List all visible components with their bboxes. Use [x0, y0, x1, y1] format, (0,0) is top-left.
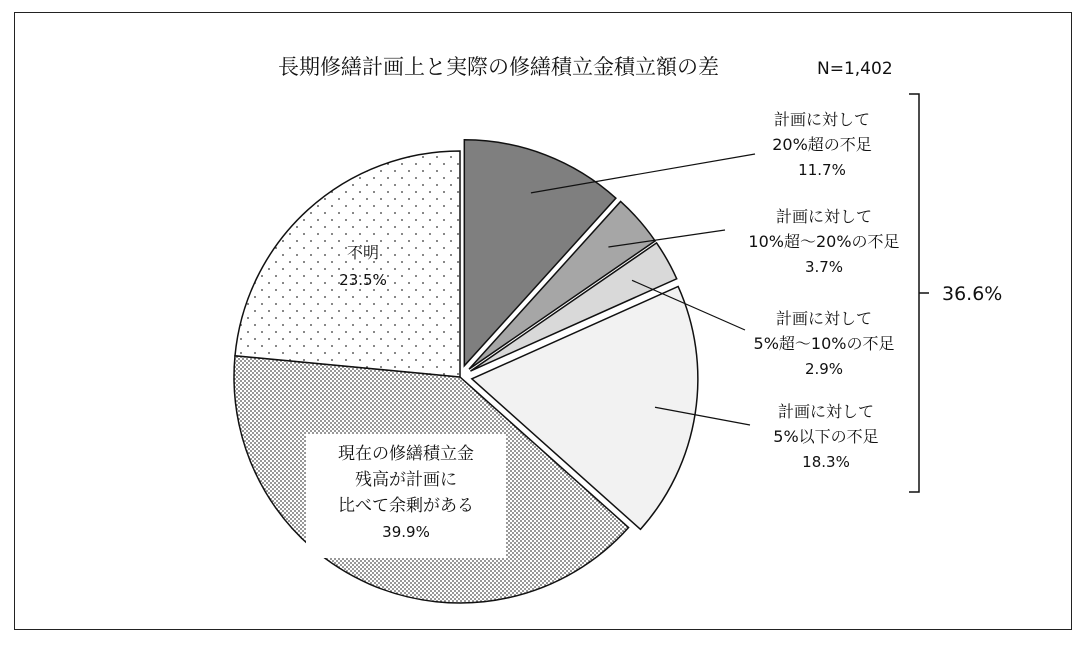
slice-label: 比べて余剰がある	[338, 496, 474, 516]
bracket-total-label: 36.6%	[942, 283, 1003, 305]
slice-label: 計画に対して	[777, 402, 875, 421]
slice-value-label: 23.5%	[339, 271, 387, 289]
slice-value-label: 3.7%	[804, 258, 844, 276]
slice-label: 5%超～10%の不足	[753, 334, 895, 353]
slice-label: 10%超～20%の不足	[748, 232, 900, 251]
slice-value-label: 18.3%	[802, 453, 850, 471]
slice-label: 計画に対して	[775, 207, 873, 226]
bracket	[909, 94, 929, 492]
slice-label: 不明	[346, 243, 380, 262]
chart-title: 長期修繕計画上と実際の修繕積立金積立額の差	[278, 55, 719, 79]
slice-value-label: 39.9%	[382, 523, 430, 541]
slice-label: 残高が計画に	[355, 470, 457, 490]
slice-label: 5%以下の不足	[773, 427, 879, 446]
slice-value-label: 2.9%	[804, 360, 844, 378]
slice-label: 現在の修繕積立金	[338, 444, 474, 464]
pie-slice	[235, 151, 460, 377]
slice-label: 計画に対して	[773, 110, 871, 129]
slice-label: 計画に対して	[775, 309, 873, 328]
slice-value-label: 11.7%	[798, 161, 846, 179]
sample-size: N=1,402	[817, 59, 893, 79]
slice-label: 20%超の不足	[772, 135, 872, 154]
